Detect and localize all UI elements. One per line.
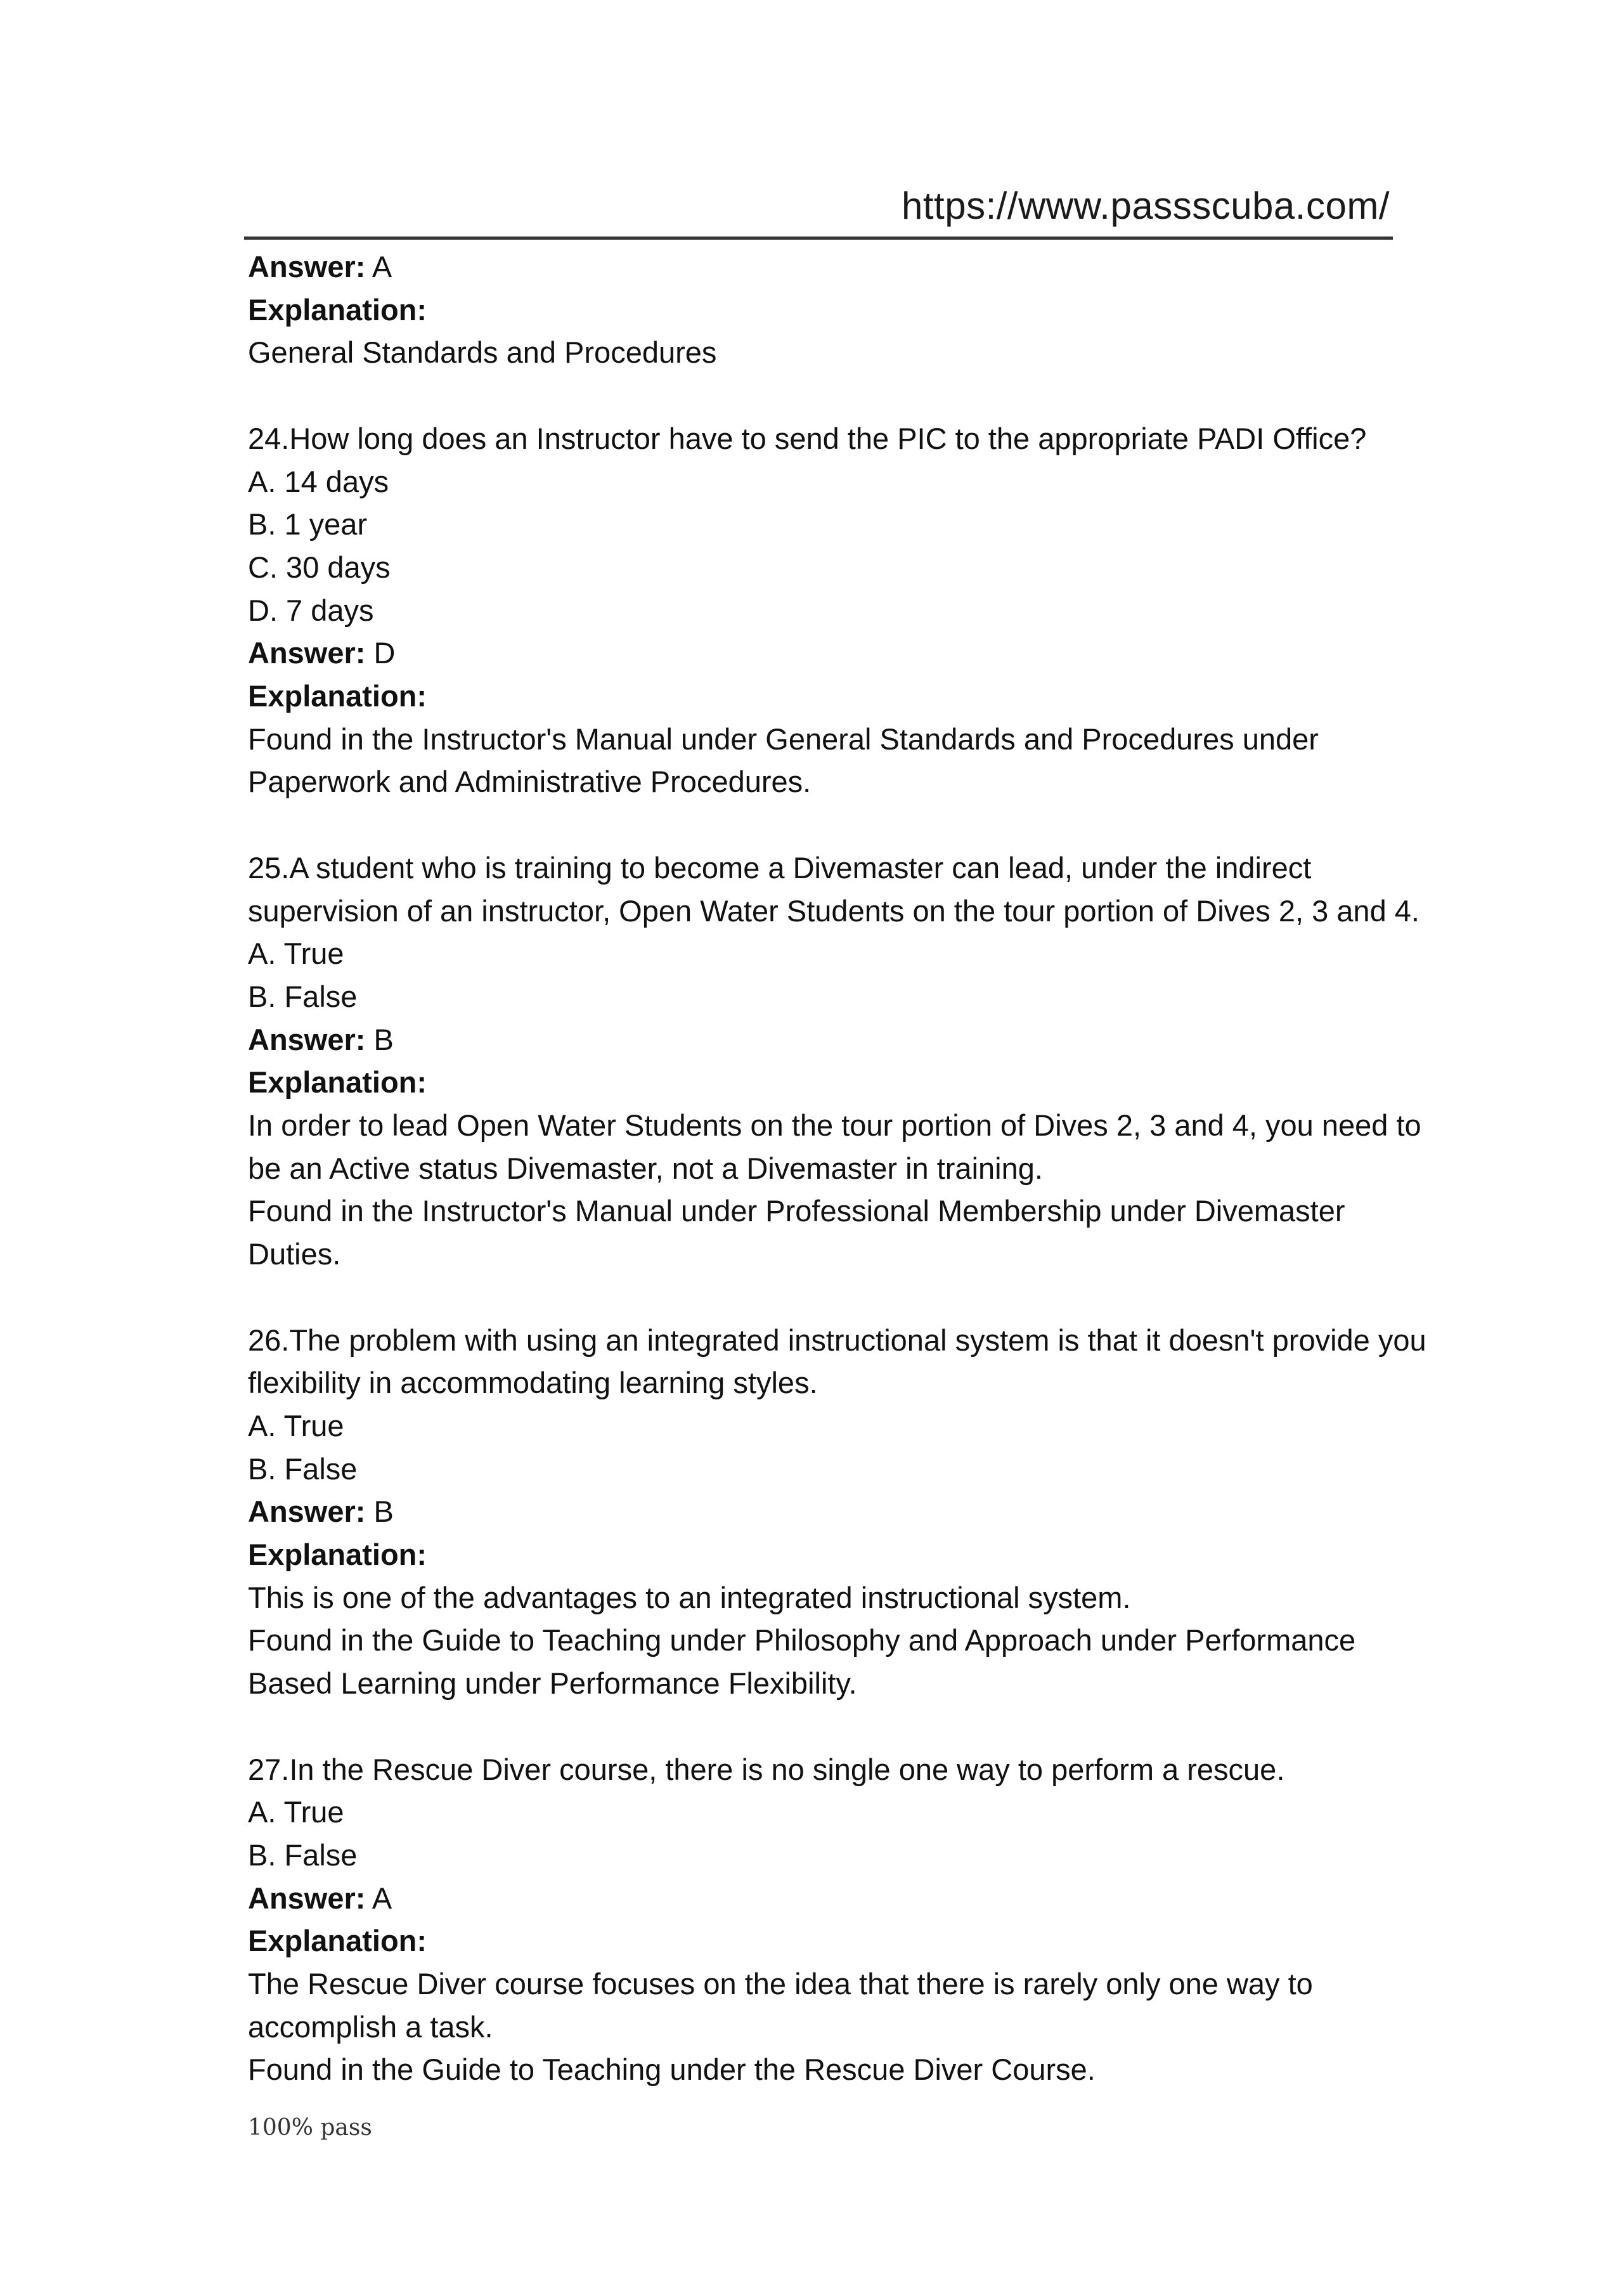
question-block [248,1748,1395,2092]
question-text: supervision of an instructor, Open Water Students on the tour portion of Dives 2, 3 and 4. [248,893,1419,928]
answer-label: Answer: [248,250,366,283]
explanation-line: Found in the Instructor's Manual under Professional Membership under Divemaster [248,1194,1345,1228]
explanation-line: This is one of the advantages to an integrated instructional system. [248,1580,1131,1614]
answer-label: Answer: [248,1022,366,1056]
option: C. 30 days [248,550,391,584]
answer-value: A [372,250,392,283]
document-body [248,245,1426,2091]
option: A. 14 days [248,464,389,498]
explanation-line: Found in the Guide to Teaching under Philosophy and Approach under Performance [248,1623,1356,1657]
header-url: https://www.passscuba.com/ [902,185,1390,227]
answer-line [248,1018,1395,1061]
spacer [248,803,1395,846]
answer-line [248,632,1395,675]
answer-label: Answer: [248,1881,366,1915]
answer-value: B [373,1495,394,1529]
explanation-line: Found in the Guide to Teaching under the Rescue Diver Course. [248,2053,1096,2087]
answer-line [248,1490,1395,1533]
explanation-line: Based Learning under Performance Flexibility. [248,1666,857,1701]
option: D. 7 days [248,593,374,627]
option: B. False [248,1451,358,1486]
question-text: 25.A student who is training to become a Divemaster can lead, under the indirect [248,850,1312,885]
question-text: 24.How long does an Instructor have to send the PIC to the appropriate PADI Office? [248,421,1367,455]
answer-label: Answer: [248,1495,366,1529]
question-block [248,1319,1426,1705]
spacer [248,1705,1395,1748]
explanation-label: Explanation: [248,1538,427,1572]
answer-label: Answer: [248,636,366,670]
option: A. True [248,1408,344,1443]
explanation-label: Explanation: [248,1924,427,1958]
footer-text: 100% pass [248,2115,372,2141]
explanation-label: Explanation: [248,679,427,713]
answer-value: B [373,1022,394,1056]
option: A. True [248,1795,344,1829]
question-text: 27.In the Rescue Diver course, there is no single one way to perform a rescue. [248,1752,1285,1786]
explanation-line: General Standards and Procedures [248,335,717,370]
explanation-line: The Rescue Diver course focuses on the idea that there is rarely only one way to [248,1967,1313,2001]
option: B. False [248,979,358,1013]
answer-value: D [373,636,396,670]
option: B. 1 year [248,507,368,542]
explanation-line: Paperwork and Administrative Procedures. [248,765,812,799]
explanation-line: In order to lead Open Water Students on the tour portion of Dives 2, 3 and 4, you need to [248,1108,1421,1143]
spacer [248,374,1395,417]
explanation-label: Explanation: [248,1065,427,1099]
option: B. False [248,1838,358,1872]
explanation-label: Explanation: [248,292,427,327]
header-divider [244,237,1393,240]
explanation-line: Duties. [248,1237,341,1271]
question-text: 26.The problem with using an integrated instructional system is that it doesn't provide you [248,1323,1426,1357]
question-text: flexibility in accommodating learning styles. [248,1366,818,1400]
previous-answer-block [248,245,1395,374]
explanation-line: be an Active status Divemaster, not a Divemaster in training. [248,1151,1043,1185]
question-block [248,417,1395,803]
explanation-line: accomplish a task. [248,2009,493,2044]
spacer [248,1276,1395,1319]
explanation-line: Found in the Instructor's Manual under General Standards and Procedures under [248,722,1319,756]
question-block [248,846,1421,1276]
answer-line [248,245,1395,289]
answer-line [248,1877,1395,1920]
answer-value: A [372,1881,392,1915]
option: A. True [248,937,344,971]
